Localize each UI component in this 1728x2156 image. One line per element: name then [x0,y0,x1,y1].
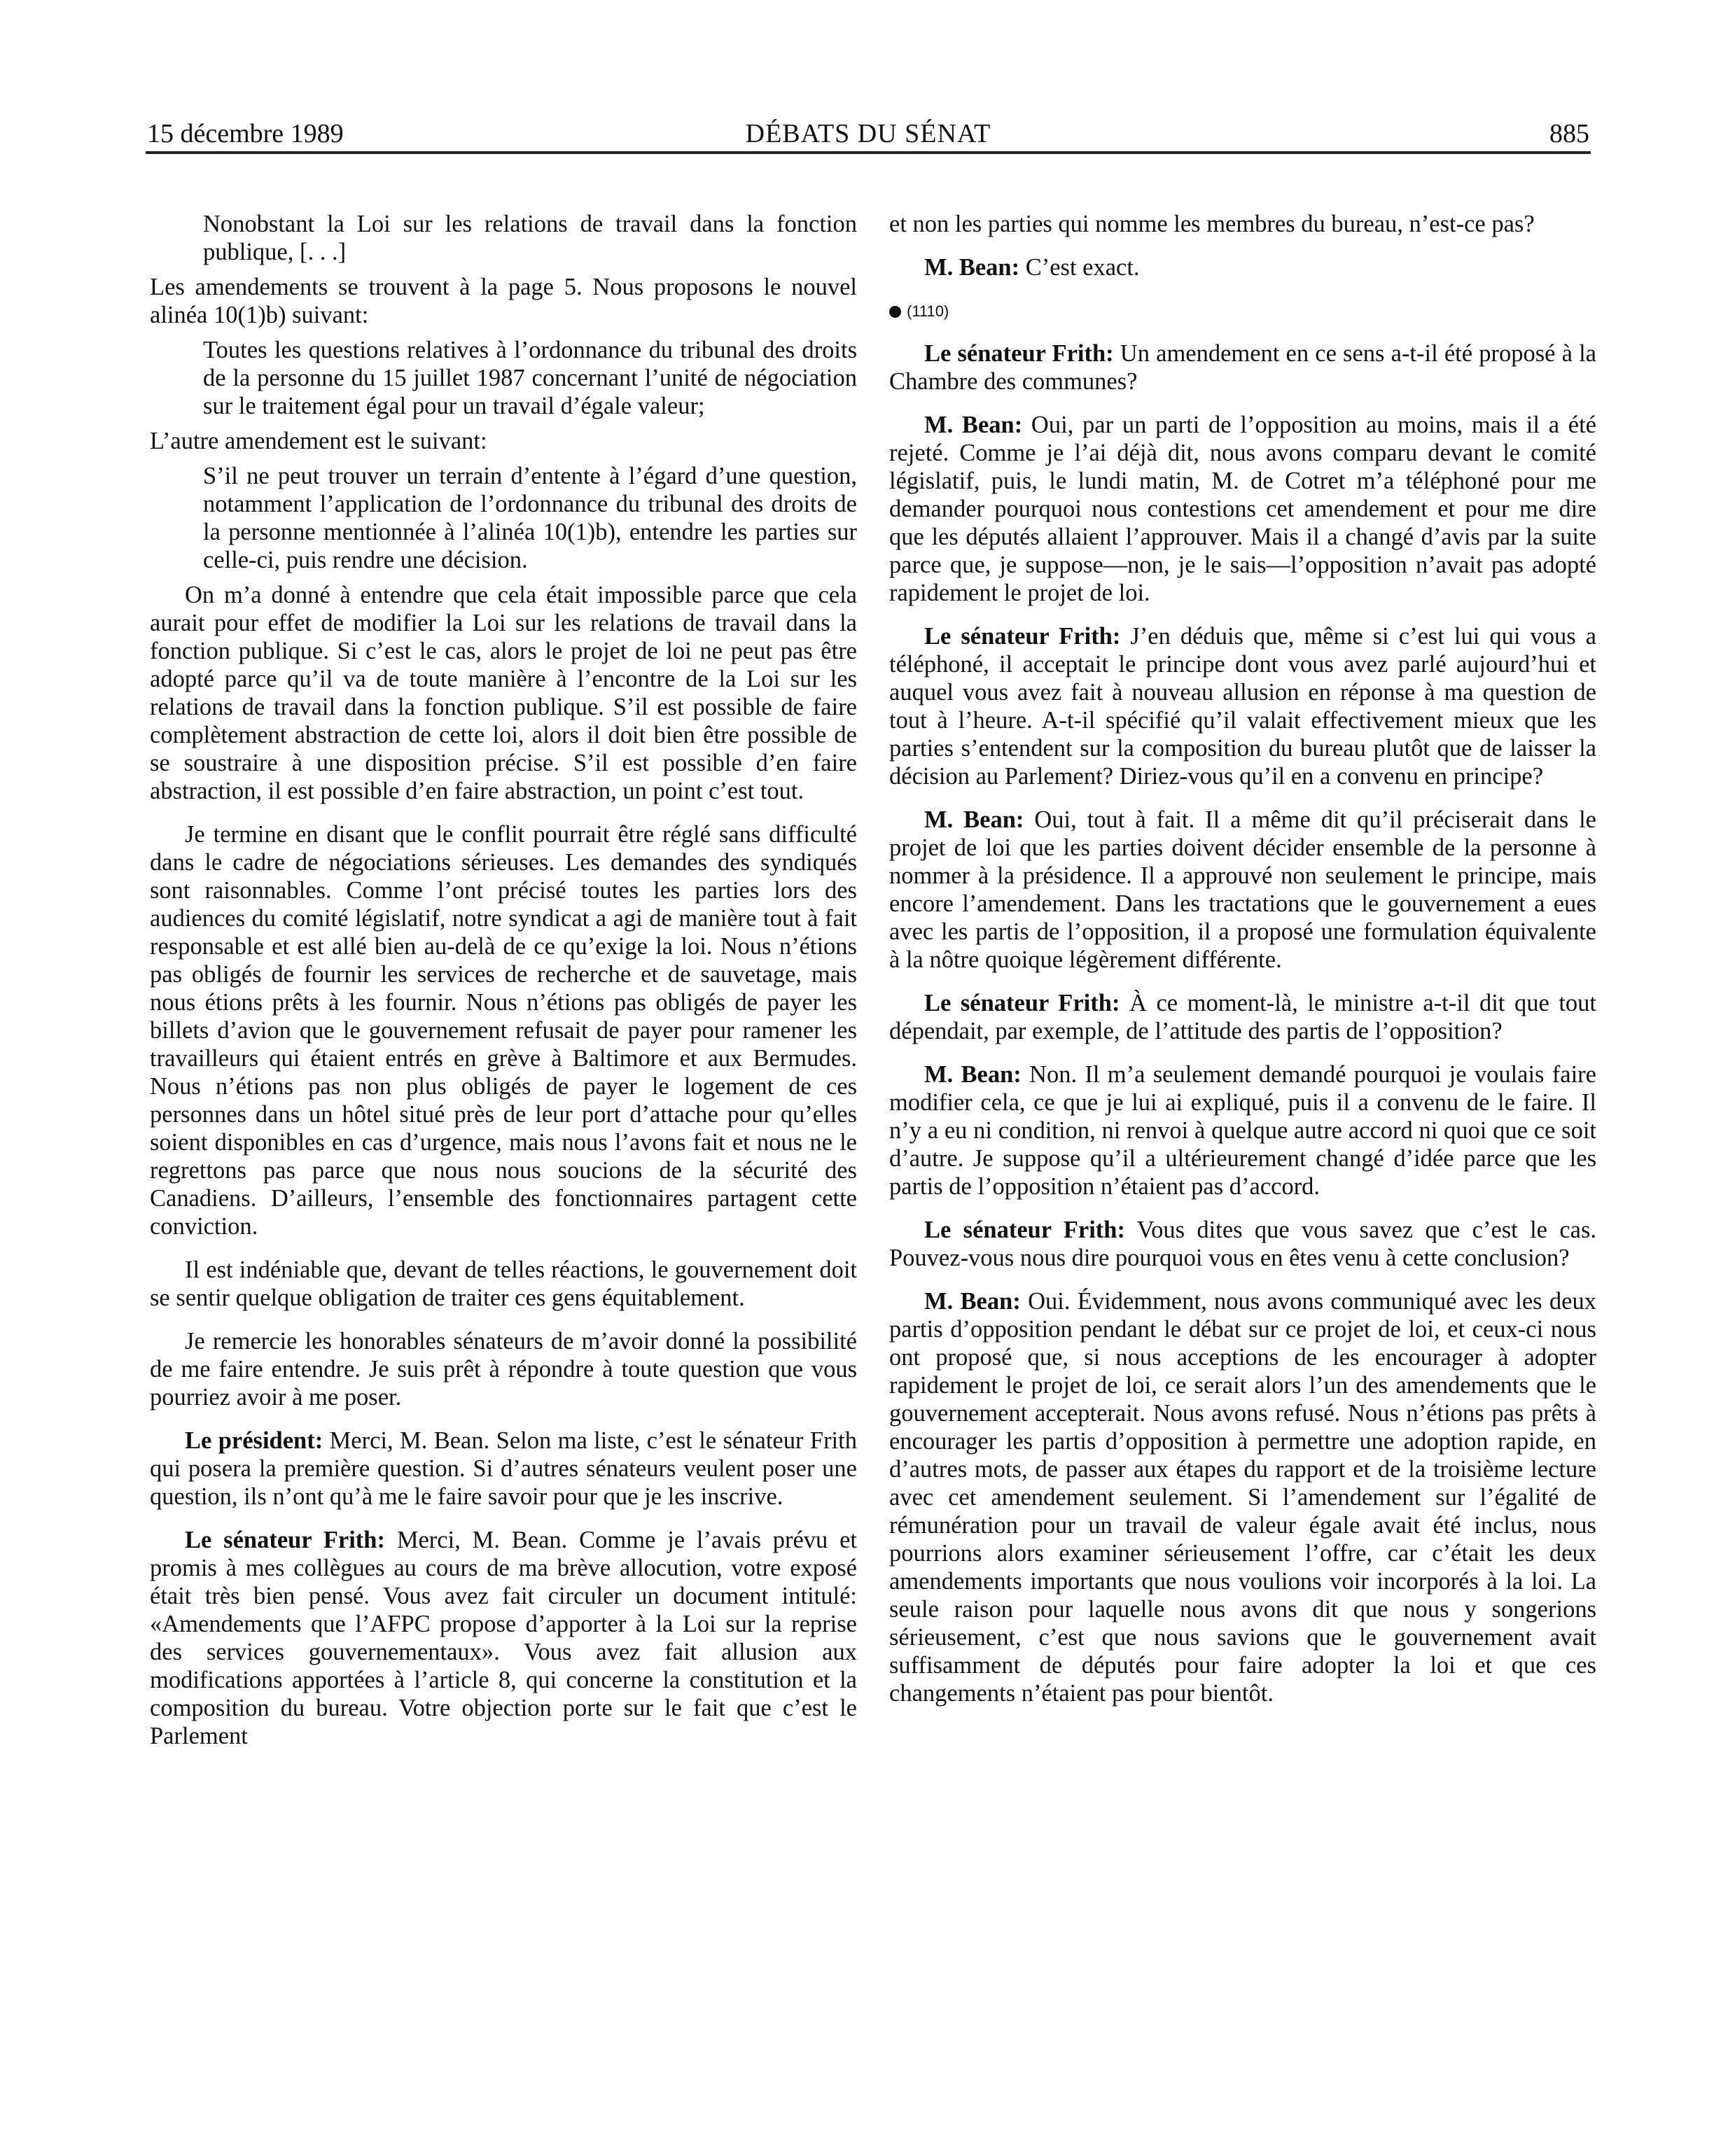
speech [889,253,1596,281]
speech [150,1526,857,1750]
speaker-name: M. Bean: [924,806,1024,834]
bullet-icon [889,306,901,318]
speech [889,989,1596,1045]
quoted-text: S’il ne peut trouver un terrain d’entente à l’égard d’une question, notamment l’application de l’ordonnance du tribunal des droits de la personne mentionnée à l’alinéa 10(1)b), entendre les parties sur celle-ci, puis rendre une décision. [203,463,857,573]
speech-text: J’en déduis que, même si c’est lui qui vous a téléphoné, il acceptait le principe dont vous avez parlé aujourd’hui et auquel vous avez fait à nouveau allusion en réponse à ma question de tout à l’heure. A-t-il spécifié qu’il valait effectivement mieux que les parties s’entendent sur la composition du bureau plutôt que de laisser la décision au Parlement? Diriez-vous qu’il en a convenu en principe? [889,623,1596,790]
speaker-name: Le président: [185,1427,323,1454]
header-date: 15 décembre 1989 [147,119,344,148]
speech-text: Merci, M. Bean. Selon ma liste, c’est le sénateur Frith qui posera la première question. Si d’autres sénateurs veulent poser une question, ils n’ont qu’à me le faire savoir pour que je les inscrive. [150,1427,857,1510]
paragraph: et non les parties qui nomme les membres du bureau, n’est-ce pas? [889,211,1535,237]
speech-text: Non. Il m’a seulement demandé pourquoi je voulais faire modifier cela, ce que je lui ai expliqué, puis il a convenu de le faire. Il n’y a eu ni condition, ni renvoi à quelque autre accord ni quoi que ce soit d’autre. Je suppose qu’il a ultérieurement changé d’idée parce que les partis de l’opposition n’étaient pas d’accord. [889,1061,1596,1200]
speaker-name: M. Bean: [924,412,1023,439]
paragraph: L’autre amendement est le suivant: [150,428,487,454]
paragraph: On m’a donné à entendre que cela était impossible parce que cela aurait pour effet de modifier la Loi sur les relations de travail dans la fonction publique. Si c’est le cas, alors le projet de loi ne peut pas être adopté parce qu’il va de toute manière à l’encontre de la Loi sur les relations de travail dans la fonction publique. S’il est possible de faire complètement abstraction de cette loi, alors il doit bien être possible de se soustraire à une disposition précise. S’il est possible d’en faire abstraction, il est possible d’en faire abstraction, un point c’est tout. [150,582,857,804]
speaker-name: Le sénateur Frith: [924,340,1114,368]
time-marker-label: (1110) [907,302,949,321]
speech [889,340,1596,396]
speaker-name: Le sénateur Frith: [924,1217,1125,1244]
quoted-text: Toutes les questions relatives à l’ordonnance du tribunal des droits de la personne du 15 juillet 1987 concernant l’unité de négociation sur le traitement égal pour un travail d’égale valeur; [203,337,857,419]
speech [889,1287,1596,1707]
speech-text: Oui. Évidemment, nous avons communiqué avec les deux partis d’opposition pendant le débat sur ce projet de loi, et ceux-ci nous ont proposé que, si nous acceptions de les encourager à adopter rapidement le projet de loi, ce serait alors l’un des amendements que le gouvernement accepterait. Nous avons refusé. Nous n’étions pas prêts à encourager les partis d’opposition à permettre une adoption rapide, en d’autres mots, de passer aux étapes du rapport et de la troisième lecture avec cet amendement seulement. Si l’amendement sur l’égalité de rémunération pour un travail de valeur égale avait été inclus, nous pourrions alors examiner sérieusement l’offre, car c’était les deux amendements importants que nous voulions voir incorporés à la loi. La seule raison pour laquelle nous avons dit que nous y songerions sérieusement, c’est que nous savions que le gouvernement avait suffisamment de députés pour faire adopter la loi et que ces changements n’étaient pas pour bientôt. [889,1288,1596,1707]
speech [889,411,1596,607]
speech [150,1427,857,1511]
quoted-text: Nonobstant la Loi sur les relations de travail dans la fonction publique, [. . .] [203,211,857,265]
speaker-name: M. Bean: [924,254,1020,281]
left-column [150,210,857,1765]
speaker-name: M. Bean: [924,1061,1022,1088]
speech [889,1060,1596,1200]
paragraph: Je termine en disant que le conflit pourrait être réglé sans difficulté dans le cadre de négociations sérieuses. Les demandes des syndiqués sont raisonnables. Comme l’ont précisé toutes les parties lors des audiences du comité législatif, notre syndicat a agi de manière tout à fait responsable et est allé bien au-delà de ce qu’exige la loi. Nous n’étions pas obligés de fournir les services de recherche et de sauvetage, mais nous étions prêts à les fournir. Nous n’étions pas obligés de payer les billets d’avion que le gouvernement refusait de payer pour ramener les travailleurs qui étaient entrés en grève à Baltimore et aux Bermudes. Nous n’étions pas non plus obligés de payer le logement de ces personnes dans un hôtel situé près de leur port d’attache pour qu’elles soient disponibles en cas d’urgence, mais nous l’avons fait et nous ne le regrettons pas parce que nous nous soucions de la sécurité des Canadiens. D’ailleurs, l’ensemble des fonctionnaires partagent cette conviction. [150,821,857,1240]
speech-text: Merci, M. Bean. Comme je l’avais prévu et promis à mes collègues au cours de ma brève allocution, votre exposé était très bien pensé. Vous avez fait circuler un document intitulé: «Amendements que l’AFPC propose d’apporter à la Loi sur la reprise des services gouvernementaux». Vous avez fait allusion aux modifications apportées à l’article 8, qui concerne la constitution et la composition du bureau. Votre objection porte sur le fait que c’est le Parlement [150,1527,857,1749]
speaker-name: Le sénateur Frith: [924,623,1121,650]
speaker-name: Le sénateur Frith: [185,1527,385,1553]
paragraph: Je remercie les honorables sénateurs de m’avoir donné la possibilité de me faire entendre. Je suis prêt à répondre à toute question que vous pourriez avoir à me poser. [150,1328,857,1410]
time-marker [889,297,1596,326]
speaker-name: Le sénateur Frith: [924,990,1120,1017]
header-title: DÉBATS DU SÉNAT [745,119,991,148]
speech-text: Vous dites que vous savez que c’est le cas. Pouvez-vous nous dire pourquoi vous en êtes venu à cette conclusion? [889,1217,1596,1272]
paragraph: Les amendements se trouvent à la page 5. Nous proposons le nouvel alinéa 10(1)b) suivant: [150,274,857,328]
speech-text: C’est exact. [1019,254,1140,281]
running-header [146,118,1591,154]
speech [889,1216,1596,1272]
speaker-name: M. Bean: [924,1288,1021,1315]
speech [889,622,1596,790]
speech [889,806,1596,974]
speech-text: Un amendement en ce sens a-t-il été proposé à la Chambre des communes? [889,340,1596,396]
paragraph: Il est indéniable que, devant de telles réactions, le gouvernement doit se sentir quelque obligation de traiter ces gens équitablement. [150,1256,857,1311]
speech-text: À ce moment-là, le ministre a-t-il dit que tout dépendait, par exemple, de l’attitude des partis de l’opposition? [889,990,1596,1045]
right-column [889,210,1596,1723]
page-number: 885 [1549,119,1589,148]
speech-text: Oui, par un parti de l’opposition au moins, mais il a été rejeté. Comme je l’ai déjà dit, nous avons comparu devant le comité législatif, puis, le lundi matin, M. de Cotret m’a téléphoné pour me demander pourquoi nous contestions cet amendement et pour me dire que les députés allaient l’approuver. Mais il a changé d’avis par la suite parce que, je suppose—non, je le sais—l’opposition n’avait pas adopté rapidement le projet de loi. [889,412,1596,607]
speech-text: Oui, tout à fait. Il a même dit qu’il préciserait dans le projet de loi que les parties doivent décider ensemble de la personne à nommer à la présidence. Il a approuvé non seulement le principe, mais encore l’amendement. Dans les tractations que le gouvernement a eues avec les partis de l’opposition, il a proposé une formulation équivalente à la nôtre quoique légèrement différente. [889,806,1596,974]
